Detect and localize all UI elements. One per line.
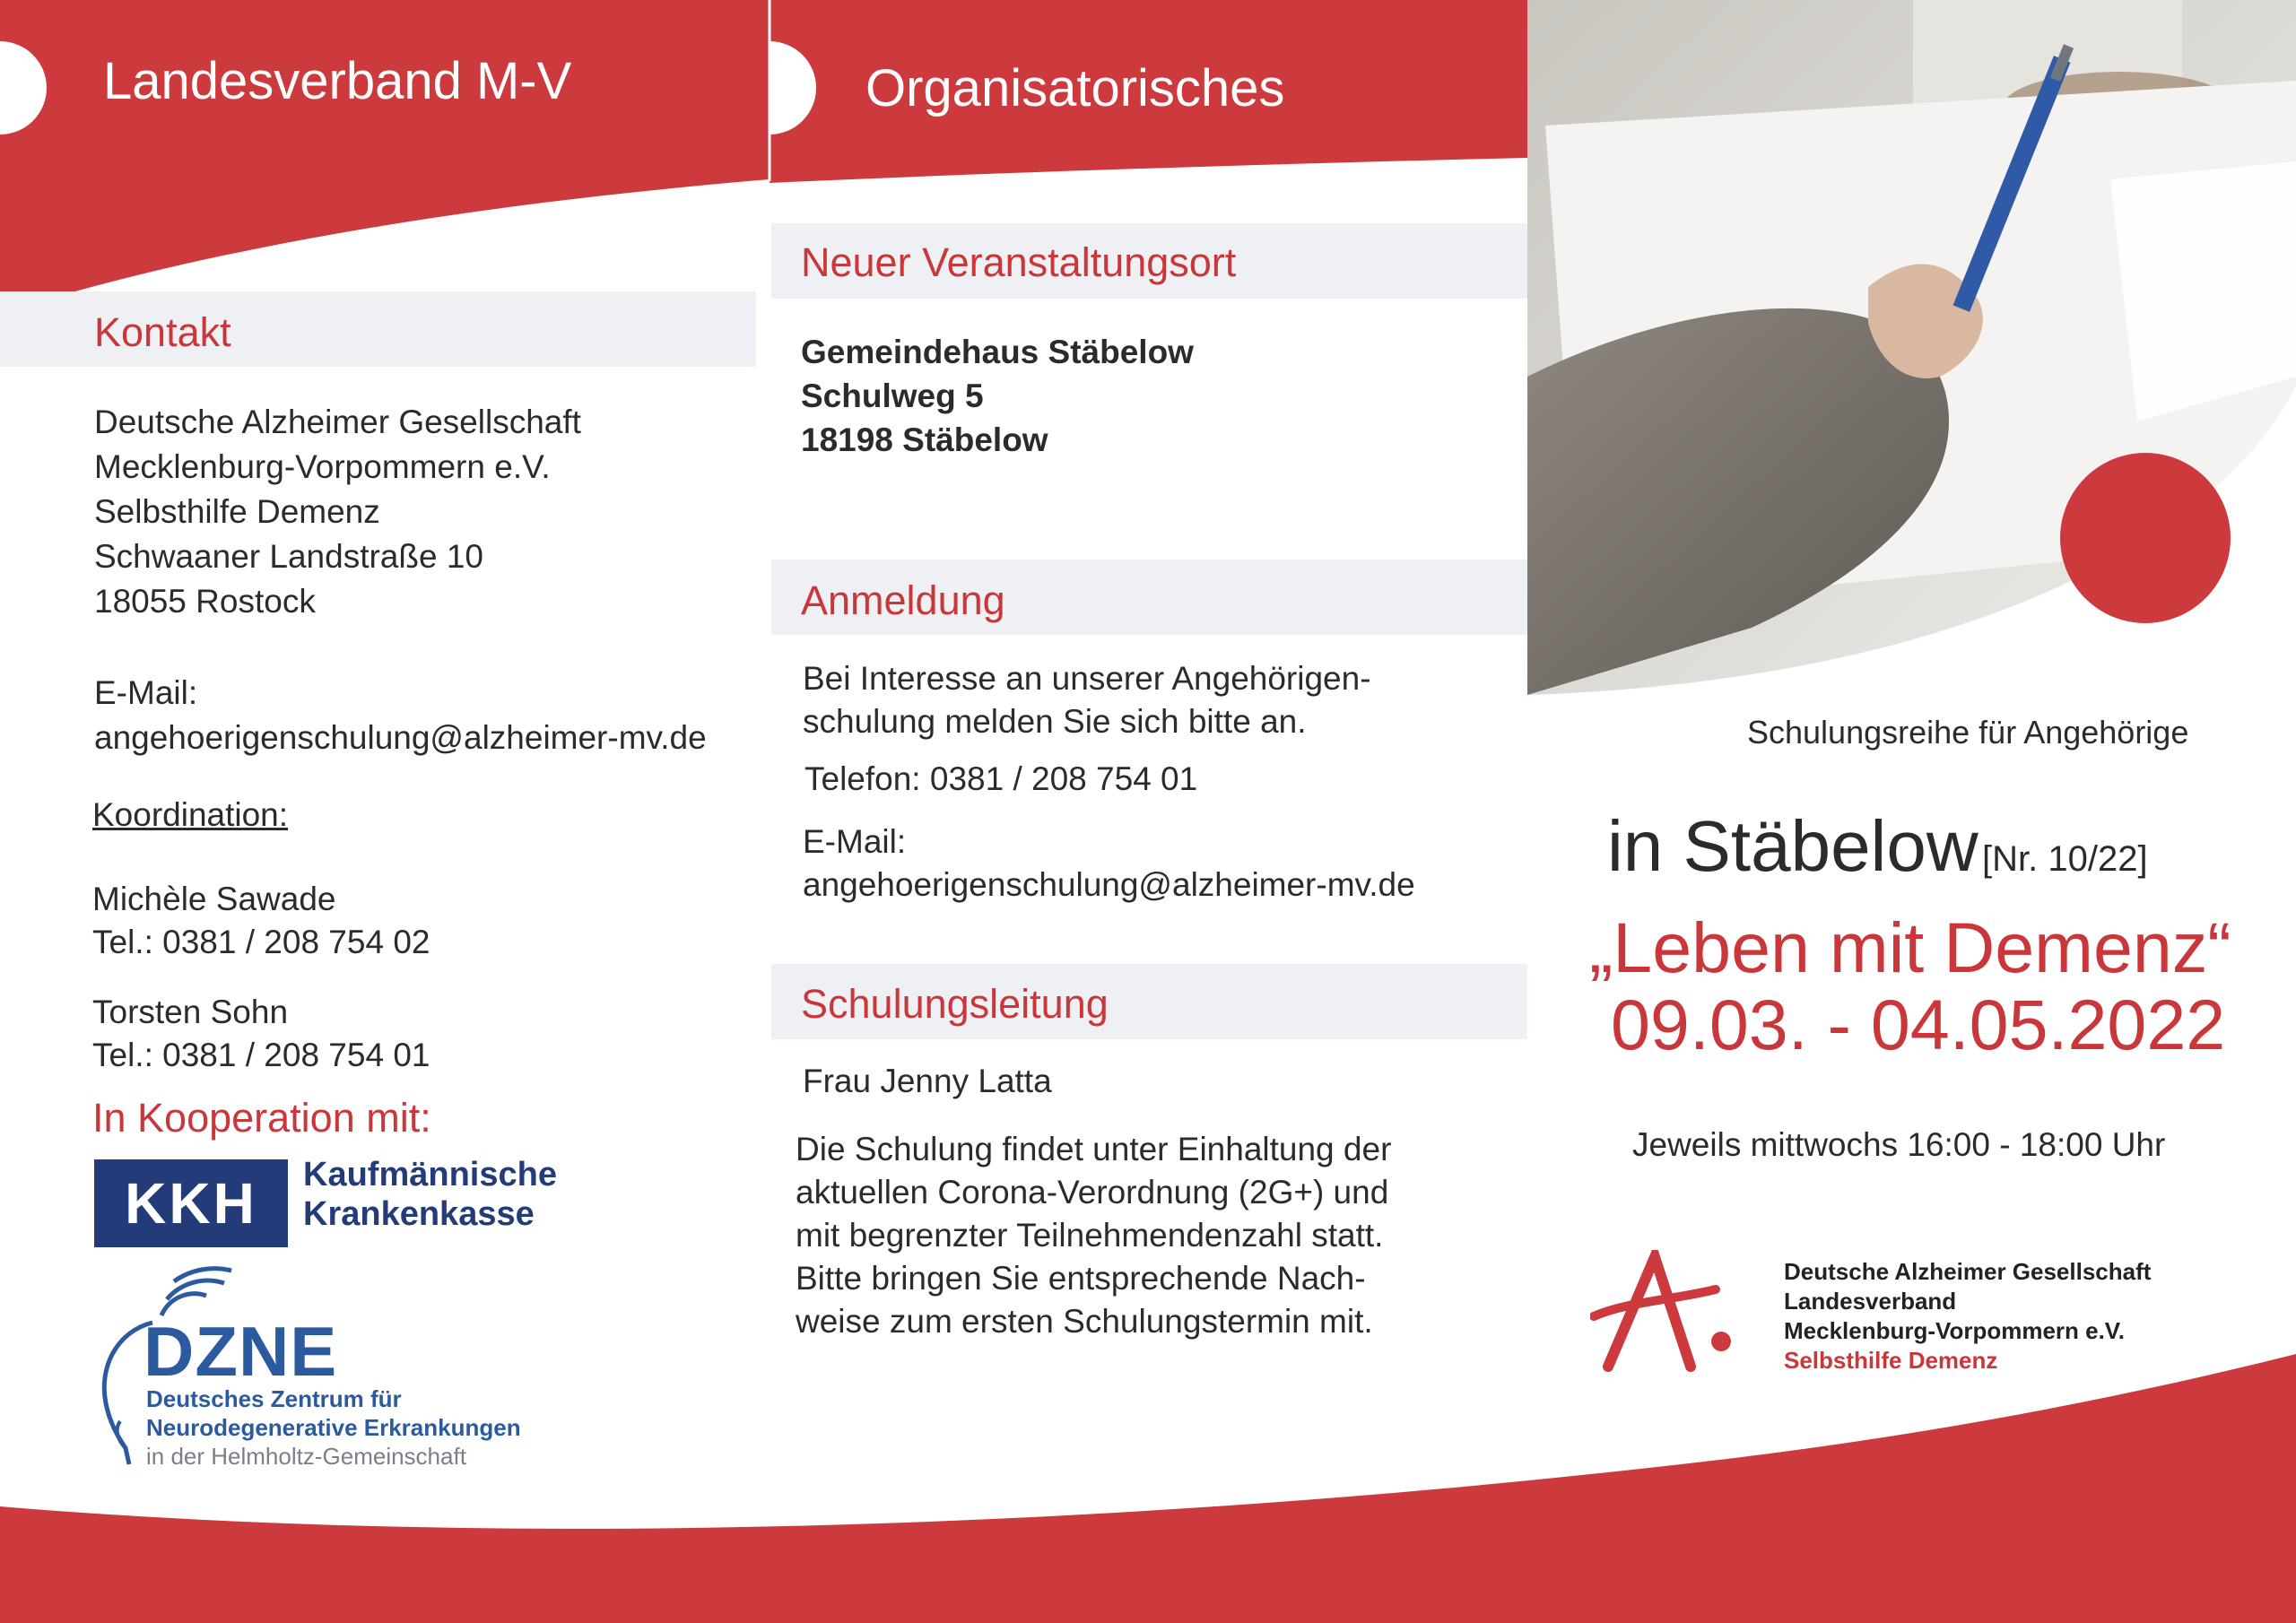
red-circle-decoration (2060, 453, 2231, 623)
registration-email-label: E-Mail: (803, 823, 907, 860)
cooperation-heading: In Kooperation mit: (92, 1095, 431, 1141)
venue-line-3: 18198 Stäbelow (801, 421, 1048, 458)
dzne-logo-line-3: in der Helmholtz-Gemeinschaft (146, 1443, 466, 1470)
event-location-line (1607, 805, 2148, 888)
coordinator-name-1: Michèle Sawade (92, 881, 336, 917)
org-subline: Selbsthilfe Demenz (1784, 1347, 1998, 1374)
contact-line-4: Schwaaner Landstraße 10 (94, 538, 483, 575)
contact-line-2: Mecklenburg-Vorpommern e.V. (94, 448, 551, 485)
dzne-logo-line-2: Neurodegenerative Erkrankungen (146, 1414, 521, 1441)
coordinator-name-2: Torsten Sohn (92, 994, 289, 1030)
dzne-logo-line-1: Deutsches Zentrum für (146, 1385, 402, 1412)
event-dates: 09.03. - 04.05.2022 (1611, 985, 2226, 1064)
venue-line-2: Schulweg 5 (801, 378, 984, 414)
left-header-title: Landesverband M-V (103, 52, 572, 110)
kkh-logo-line-1: Kaufmännische (303, 1156, 557, 1193)
contact-line-3: Selbsthilfe Demenz (94, 493, 380, 530)
org-line-3: Mecklenburg-Vorpommern e.V. (1784, 1317, 2125, 1344)
coordination-heading: Koordination: (92, 796, 289, 833)
series-label: Schulungsreihe für Angehörige (1747, 714, 2189, 751)
contact-heading: Kontakt (94, 309, 231, 355)
contact-email-link[interactable]: angehoerigenschulung@alzheimer-mv.de (94, 719, 707, 756)
org-line-1: Deutsche Alzheimer Gesellschaft (1784, 1258, 2152, 1285)
middle-header-title: Organisatorisches (865, 59, 1285, 117)
event-schedule: Jeweils mittwochs 16:00 - 18:00 Uhr (1632, 1126, 2166, 1163)
venue-line-1: Gemeindehaus Stäbelow (801, 334, 1194, 370)
registration-line-2: schulung melden Sie sich bitte an. (803, 703, 1307, 740)
org-line-2: Landesverband (1784, 1288, 1957, 1315)
notice-line-3: mit begrenzter Teilnehmendenzahl statt. (796, 1217, 1384, 1254)
alzheimer-society-logo-text (1784, 1257, 2151, 1376)
event-title: „Leben mit Demenz“ (1589, 907, 2231, 987)
notice-line-2: aktuellen Corona-Verordnung (2G+) und (796, 1174, 1389, 1211)
event-location: in Stäbelow (1607, 806, 1979, 886)
contact-email-label: E-Mail: (94, 674, 198, 711)
dzne-logo-mark: DZNE (144, 1312, 338, 1391)
notice-line-4: Bitte bringen Sie entsprechende Nach- (796, 1260, 1366, 1297)
contact-line-1: Deutsche Alzheimer Gesellschaft (94, 404, 581, 440)
coordinator-phone-1: Tel.: 0381 / 208 754 02 (92, 924, 430, 960)
leadership-heading: Schulungsleitung (801, 981, 1109, 1027)
registration-email-link[interactable]: angehoerigenschulung@alzheimer-mv.de (803, 866, 1415, 903)
registration-line-1: Bei Interesse an unserer Angehörigen- (803, 660, 1371, 697)
notice-line-5: weise zum ersten Schulungstermin mit. (796, 1303, 1373, 1340)
contact-line-5: 18055 Rostock (94, 583, 316, 620)
kkh-logo-line-2: Krankenkasse (303, 1195, 535, 1233)
registration-heading: Anmeldung (801, 577, 1005, 623)
coordinator-phone-2: Tel.: 0381 / 208 754 01 (92, 1037, 430, 1073)
registration-phone: Telefon: 0381 / 208 754 01 (804, 760, 1198, 797)
kkh-logo-text (303, 1155, 557, 1234)
alzheimer-society-logo-icon (1590, 1250, 1743, 1376)
leadership-name: Frau Jenny Latta (803, 1063, 1052, 1099)
kkh-logo-mark: KKH (94, 1159, 288, 1247)
venue-heading: Neuer Veranstaltungsort (801, 239, 1237, 285)
event-number: [Nr. 10/22] (1982, 839, 2148, 879)
notice-line-1: Die Schulung findet unter Einhaltung der (796, 1131, 1392, 1167)
